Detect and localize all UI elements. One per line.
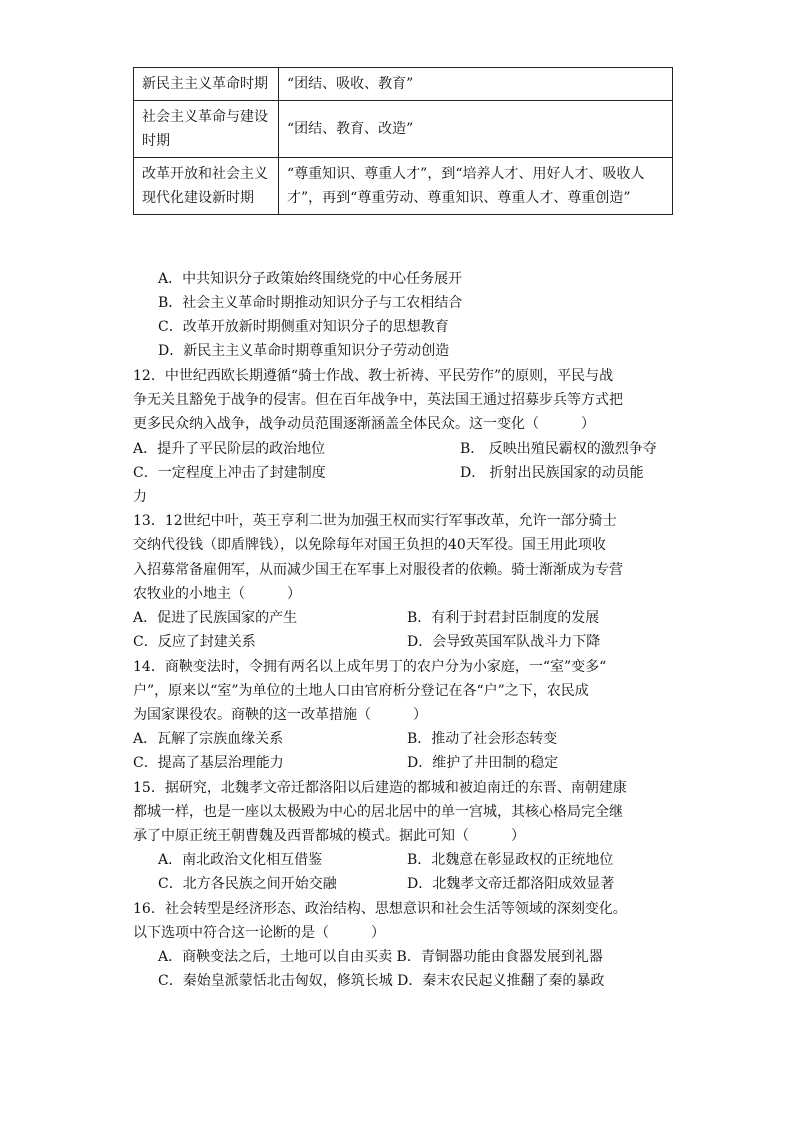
q15-stem-line: 承了中原正统王朝曹魏及西晋都城的模式。据此可知（ ） — [133, 828, 525, 844]
q14-stem-line: 为国家课役农。商鞅的这一改革措施（ ） — [133, 707, 427, 723]
q15-option-c: C．北方各民族之间开始交融 — [158, 876, 337, 892]
q13-option-c: C．反应了封建关系 — [133, 634, 256, 650]
period-cell: 改革开放和社会主义现代化建设新时期 — [134, 158, 279, 215]
table-row — [134, 68, 673, 101]
q13-option-d: D．会导致英国军队战斗力下降 — [407, 634, 601, 650]
q16-stem-line: 16．社会转型是经济形态、政治结构、思想意识和社会生活等领域的深刻变化。 — [133, 901, 627, 917]
table-row — [134, 101, 673, 158]
q11-option-c: C．改革开放新时期侧重对知识分子的思想教育 — [158, 319, 449, 335]
q12-stem-line: 12．中世纪西欧长期遵循“骑士作战、教士祈祷、平民劳作”的原则，平民与战 — [133, 368, 614, 384]
q11-option-d: D．新民主主义革命时期尊重知识分子劳动创造 — [158, 343, 450, 359]
q14-option-d: D．维护了井田制的稳定 — [407, 755, 559, 771]
period-cell: 社会主义革命与建设时期 — [134, 101, 279, 158]
q12-option-b: B． 反映出殖民霸权的激烈争夺 — [460, 441, 657, 457]
q13-stem-line: 13．12世纪中叶，英王亨利二世为加强王权而实行军事改革，允许一部分骑士 — [133, 513, 617, 529]
q12-option-c: C．一定程度上冲击了封建制度 — [133, 465, 326, 481]
policy-cell: “团结、教育、改造” — [279, 101, 673, 158]
q13-stem-line: 入招募常备雇佣军，从而减少国王在军事上对服役者的依赖。骑士渐渐成为专营 — [133, 562, 623, 578]
policy-cell: “尊重知识、尊重人才”，到“培养人才、用好人才、吸收人才”，再到“尊重劳动、尊重知识、尊重人才、尊重创造” — [279, 158, 673, 215]
q15-option-d: D．北魏孝文帝迁都洛阳成效显著 — [407, 876, 615, 892]
q12-stem-line: 更多民众纳入战争，战争动员范围逐渐涵盖全体民众。这一变化（ ） — [133, 416, 595, 432]
q15-option-b: B．北魏意在彰显政权的正统地位 — [407, 852, 614, 868]
q14-stem-line: 14．商鞅变法时，令拥有两名以上成年男丁的农户分为小家庭，一“室”变多“ — [133, 659, 607, 675]
q14-option-b: B．推动了社会形态转变 — [407, 731, 558, 747]
table-row — [134, 158, 673, 215]
q16-options-cd: C．秦始皇派蒙恬北击匈奴，修筑长城 D．秦末农民起义推翻了秦的暴政 — [158, 973, 605, 989]
q12-option-d-continued: 力 — [133, 489, 147, 505]
policy-cell: “团结、吸收、教育” — [279, 68, 673, 101]
q11-option-b: B．社会主义革命时期推动知识分子与工农相结合 — [158, 295, 463, 311]
q13-stem-line: 交纳代役钱（即盾牌钱），以免除每年对国王负担的40天军役。国王用此项收 — [133, 537, 606, 553]
period-cell: 新民主主义革命时期 — [134, 68, 279, 101]
q15-option-a: A．南北政治文化相互借鉴 — [158, 852, 323, 868]
policy-table — [133, 67, 673, 215]
q12-option-d: D． 折射出民族国家的动员能 — [460, 465, 644, 481]
q12-option-a: A．提升了平民阶层的政治地位 — [133, 441, 326, 457]
q14-option-a: A．瓦解了宗族血缘关系 — [133, 731, 284, 747]
q16-stem-line: 以下选项中符合这一论断的是（ ） — [133, 925, 385, 941]
q14-option-c: C．提高了基层治理能力 — [133, 755, 284, 771]
q12-stem-line: 争无关且豁免于战争的侵害。但在百年战争中，英法国王通过招募步兵等方式把 — [133, 392, 623, 408]
q15-stem-line: 15．据研究，北魏孝文帝迁都洛阳以后建造的都城和被迫南迁的东晋、南朝建康 — [133, 780, 627, 796]
q14-stem-line: 户”，原来以“室”为单位的土地人口由官府析分登记在各“户”之下，农民成 — [133, 683, 589, 699]
q13-stem-line: 农牧业的小地主（ ） — [133, 586, 301, 602]
q11-option-a: A．中共知识分子政策始终围绕党的中心任务展开 — [158, 271, 463, 287]
q16-options-ab: A．商鞅变法之后，土地可以自由买卖 B．青铜器功能由食器发展到礼器 — [158, 949, 603, 965]
q13-option-a: A．促进了民族国家的产生 — [133, 610, 298, 626]
q13-option-b: B．有利于封君封臣制度的发展 — [407, 610, 600, 626]
q15-stem-line: 都城一样，也是一座以太极殿为中心的居北居中的单一宫城，其核心格局完全继 — [133, 804, 623, 820]
